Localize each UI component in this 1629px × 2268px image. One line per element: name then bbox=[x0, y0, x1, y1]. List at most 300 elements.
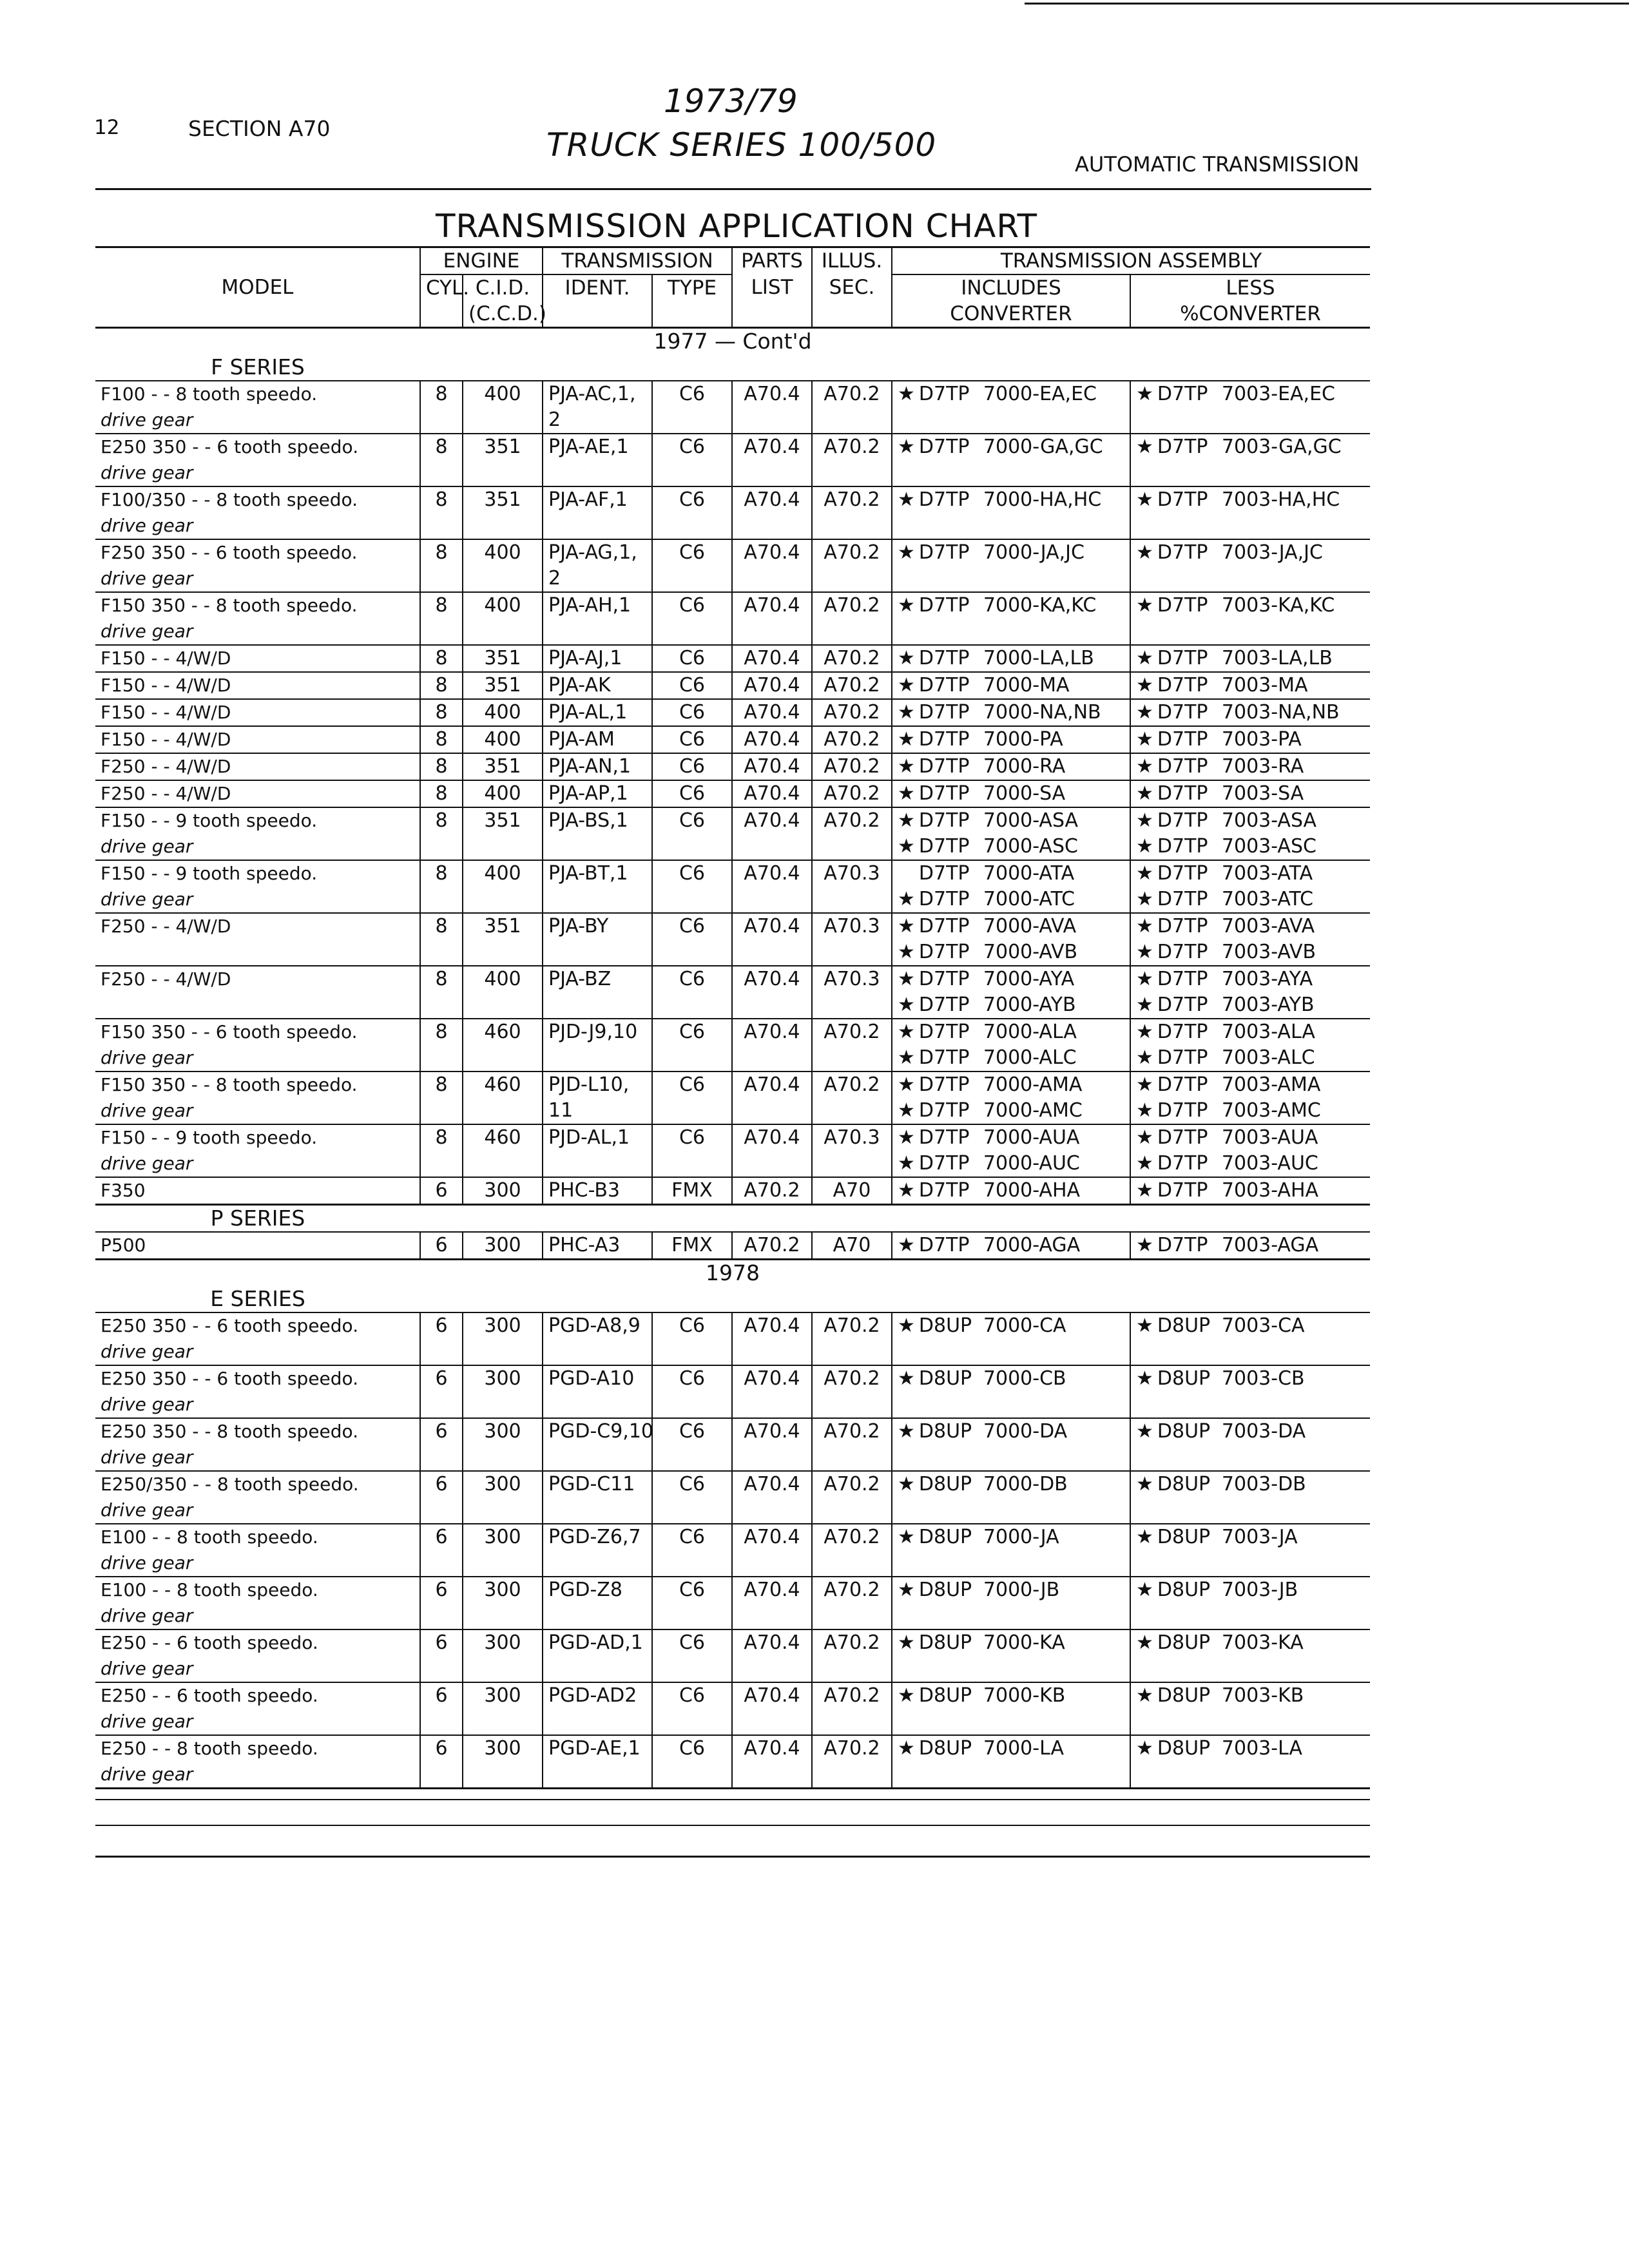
type-cell: FMX bbox=[652, 1232, 732, 1260]
part-prefix: D8UP bbox=[918, 1684, 972, 1707]
cid-cell: 400 bbox=[463, 539, 543, 592]
part-prefix: D7TP bbox=[1157, 1152, 1208, 1175]
includes-converter-cell bbox=[892, 486, 1130, 539]
part-number: 7003-ALC bbox=[1221, 1046, 1315, 1069]
part-prefix: D7TP bbox=[1157, 941, 1208, 963]
part-number: 7003-JB bbox=[1221, 1579, 1298, 1601]
star-icon: ★ bbox=[1136, 674, 1153, 697]
star-icon: ★ bbox=[1136, 1526, 1153, 1548]
assembly-part bbox=[898, 381, 1124, 407]
star-icon: ★ bbox=[1136, 1314, 1153, 1337]
illus-header: ILLUS. bbox=[812, 247, 892, 275]
illus-sec-cell: A70.2 bbox=[812, 539, 892, 592]
star-icon: ★ bbox=[898, 594, 915, 617]
type-cell: C6 bbox=[652, 672, 732, 699]
series-row bbox=[95, 354, 1370, 381]
star-icon: ★ bbox=[1136, 1126, 1153, 1149]
illus-sec-cell: A70.2 bbox=[812, 672, 892, 699]
star-icon: ★ bbox=[898, 835, 915, 858]
list-header: LIST bbox=[732, 274, 812, 301]
assembly-part bbox=[898, 914, 1124, 939]
part-number: 7000-DB bbox=[983, 1473, 1068, 1495]
ident-value: PJA-AL,1 bbox=[548, 701, 628, 724]
part-number: 7000-AUC bbox=[983, 1152, 1080, 1175]
cyl-cell: 8 bbox=[420, 672, 463, 699]
less-converter-cell bbox=[1130, 913, 1370, 966]
part-number: 7000-NA,NB bbox=[983, 701, 1101, 724]
assembly-part bbox=[898, 593, 1124, 619]
includes-converter-cell bbox=[892, 539, 1130, 592]
model-cell bbox=[95, 1124, 420, 1177]
part-prefix: D7TP bbox=[918, 755, 970, 778]
cyl-cell: 8 bbox=[420, 726, 463, 753]
star-icon: ★ bbox=[1136, 862, 1153, 885]
part-prefix: D7TP bbox=[1157, 755, 1208, 778]
illus-sec-cell: A70.2 bbox=[812, 1682, 892, 1735]
part-number: 7000-ATC bbox=[983, 888, 1075, 910]
less-converter-cell bbox=[1130, 726, 1370, 753]
star-icon: ★ bbox=[898, 1526, 915, 1548]
star-icon: ★ bbox=[898, 915, 915, 937]
part-number: 7000-RA bbox=[983, 755, 1066, 778]
ident-value: PHC-A3 bbox=[548, 1234, 621, 1256]
part-number: 7000-JA,JC bbox=[983, 541, 1084, 564]
ident-cell bbox=[543, 672, 652, 699]
ident-cell bbox=[543, 1682, 652, 1735]
assembly-part bbox=[898, 1045, 1124, 1071]
less-converter-cell bbox=[1130, 1312, 1370, 1365]
model-cell bbox=[95, 539, 420, 592]
ident-cell bbox=[543, 780, 652, 807]
model-note: drive gear bbox=[101, 568, 193, 589]
part-number: 7000-HA,HC bbox=[983, 488, 1102, 511]
ident-cell bbox=[543, 913, 652, 966]
star-icon: ★ bbox=[898, 541, 915, 564]
less-converter-cell bbox=[1130, 645, 1370, 672]
part-number: 7003-AUC bbox=[1221, 1152, 1318, 1175]
model-note: drive gear bbox=[101, 515, 193, 536]
header-spacer bbox=[95, 247, 420, 275]
assembly-part bbox=[898, 540, 1124, 566]
model-cell bbox=[95, 699, 420, 726]
parts-list-cell: A70.4 bbox=[732, 434, 812, 486]
part-number: 7000-AVA bbox=[983, 915, 1077, 937]
star-icon: ★ bbox=[1136, 1179, 1153, 1202]
star-icon: ★ bbox=[898, 968, 915, 990]
parts-list-cell: A70.4 bbox=[732, 1418, 812, 1471]
type-cell: C6 bbox=[652, 966, 732, 1019]
table-row bbox=[95, 1177, 1370, 1205]
header-spacer bbox=[812, 301, 892, 328]
star-icon: ★ bbox=[1136, 1631, 1153, 1654]
assembly-part bbox=[898, 727, 1124, 753]
ident-value: PGD-AE,1 bbox=[548, 1737, 641, 1760]
series-row bbox=[95, 1286, 1370, 1312]
ident-cell bbox=[543, 539, 652, 592]
star-icon: ★ bbox=[1136, 809, 1153, 832]
model-name: F150 - - 4/W/D bbox=[101, 675, 231, 696]
model-note: drive gear bbox=[101, 1446, 193, 1468]
part-prefix: D7TP bbox=[1157, 1073, 1208, 1096]
part-prefix: D8UP bbox=[1157, 1314, 1211, 1337]
model-cell bbox=[95, 913, 420, 966]
parts-list-cell: A70.4 bbox=[732, 1524, 812, 1577]
ident-value: PJA-AK bbox=[548, 674, 611, 697]
part-number: 7003-DA bbox=[1221, 1420, 1306, 1443]
star-icon: ★ bbox=[898, 888, 915, 910]
cid-cell: 400 bbox=[463, 726, 543, 753]
less-converter-cell bbox=[1130, 539, 1370, 592]
part-prefix: D7TP bbox=[1157, 728, 1208, 751]
assembly-part bbox=[898, 1419, 1124, 1445]
part-prefix: D8UP bbox=[918, 1579, 972, 1601]
illus-sec-cell: A70.2 bbox=[812, 1072, 892, 1124]
cyl-cell: 8 bbox=[420, 486, 463, 539]
ident-value: PGD-C11 bbox=[548, 1473, 635, 1495]
table-row bbox=[95, 1735, 1370, 1789]
model-name: F150 - - 9 tooth speedo. bbox=[101, 810, 318, 831]
ident-value: PJD-J9,10 bbox=[548, 1021, 638, 1043]
chart-title: TRANSMISSION APPLICATION CHART bbox=[436, 207, 1038, 245]
cid-cell: 300 bbox=[463, 1524, 543, 1577]
assembly-part bbox=[1136, 1683, 1365, 1709]
assembly-part bbox=[898, 1151, 1124, 1177]
model-name: F250 - - 4/W/D bbox=[101, 783, 231, 804]
part-prefix: D8UP bbox=[918, 1314, 972, 1337]
less-converter-cell bbox=[1130, 1629, 1370, 1682]
part-number: 7003-AVB bbox=[1221, 941, 1316, 963]
model-cell bbox=[95, 1629, 420, 1682]
ident-value: PJA-BY bbox=[548, 915, 609, 937]
header-spacer bbox=[543, 301, 652, 328]
ident-value: PGD-A8,9 bbox=[548, 1314, 641, 1337]
part-prefix: D7TP bbox=[918, 862, 970, 885]
part-number: 7000-AGA bbox=[983, 1234, 1081, 1256]
cid-cell: 300 bbox=[463, 1577, 543, 1629]
part-prefix: D7TP bbox=[1157, 701, 1208, 724]
part-number: 7003-ASC bbox=[1221, 835, 1316, 858]
model-name: F150 - - 4/W/D bbox=[101, 729, 231, 750]
assembly-part bbox=[898, 939, 1124, 965]
part-number: 7003-DB bbox=[1221, 1473, 1306, 1495]
star-icon: ★ bbox=[1136, 701, 1153, 724]
table-row bbox=[95, 780, 1370, 807]
parts-list-cell: A70.4 bbox=[732, 913, 812, 966]
cyl-header: CYL. bbox=[420, 274, 463, 301]
ident-cell bbox=[543, 1577, 652, 1629]
model-cell bbox=[95, 966, 420, 1019]
cid-cell: 400 bbox=[463, 966, 543, 1019]
star-icon: ★ bbox=[1136, 782, 1153, 805]
ident-value: PJA-AC,1, bbox=[548, 383, 636, 405]
part-prefix: D7TP bbox=[1157, 594, 1208, 617]
part-prefix: D8UP bbox=[918, 1737, 972, 1760]
part-number: 7003-AVA bbox=[1221, 915, 1315, 937]
assembly-part bbox=[898, 1577, 1124, 1603]
table-row bbox=[95, 860, 1370, 913]
model-name: E250/350 - - 8 tooth speedo. bbox=[101, 1474, 359, 1495]
type-cell: C6 bbox=[652, 1124, 732, 1177]
series-label: F SERIES bbox=[211, 354, 305, 380]
part-number: 7000-AVB bbox=[983, 941, 1078, 963]
model-cell bbox=[95, 1177, 420, 1205]
type-cell: C6 bbox=[652, 592, 732, 645]
includes-converter-cell bbox=[892, 645, 1130, 672]
model-name: E100 - - 8 tooth speedo. bbox=[101, 1526, 318, 1548]
star-icon: ★ bbox=[898, 728, 915, 751]
table-row bbox=[95, 966, 1370, 1019]
model-name: E250 350 - - 8 tooth speedo. bbox=[101, 1421, 359, 1442]
star-icon: ★ bbox=[1136, 755, 1153, 778]
includes-converter-cell bbox=[892, 780, 1130, 807]
model-name: F150 350 - - 8 tooth speedo. bbox=[101, 1074, 358, 1095]
ident-value: PJD-AL,1 bbox=[548, 1126, 630, 1149]
ident-value: PGD-AD,1 bbox=[548, 1631, 643, 1654]
cid-cell: 300 bbox=[463, 1629, 543, 1682]
table-row bbox=[95, 1524, 1370, 1577]
star-icon: ★ bbox=[1136, 436, 1153, 458]
model-note: drive gear bbox=[101, 1153, 193, 1174]
model-name: E250 350 - - 6 tooth speedo. bbox=[101, 1315, 359, 1336]
part-number: 7003-ASA bbox=[1221, 809, 1317, 832]
ident-cell bbox=[543, 645, 652, 672]
part-number: 7000-ASC bbox=[983, 835, 1078, 858]
assembly-part bbox=[898, 1178, 1124, 1204]
ident-cell bbox=[543, 1524, 652, 1577]
assembly-part bbox=[1136, 540, 1365, 566]
part-number: 7000-LA,LB bbox=[983, 647, 1094, 669]
type-cell: C6 bbox=[652, 1629, 732, 1682]
footer-rule-2 bbox=[95, 1825, 1370, 1826]
ident-cell bbox=[543, 699, 652, 726]
less-converter-cell bbox=[1130, 860, 1370, 913]
cid-cell: 400 bbox=[463, 860, 543, 913]
model-cell bbox=[95, 807, 420, 860]
table-row bbox=[95, 913, 1370, 966]
cid-cell: 351 bbox=[463, 753, 543, 780]
star-icon: ★ bbox=[898, 1367, 915, 1390]
type-cell: C6 bbox=[652, 1418, 732, 1471]
cid-cell: 300 bbox=[463, 1177, 543, 1205]
part-prefix: D8UP bbox=[1157, 1684, 1211, 1707]
type-cell: C6 bbox=[652, 1524, 732, 1577]
illus-sec-cell: A70.2 bbox=[812, 699, 892, 726]
part-number: 7000-ALC bbox=[983, 1046, 1077, 1069]
assembly-part bbox=[898, 992, 1124, 1018]
assembly-part bbox=[898, 1125, 1124, 1151]
footer-rule-3 bbox=[95, 1856, 1370, 1858]
type-cell: C6 bbox=[652, 1019, 732, 1072]
cyl-cell: 8 bbox=[420, 539, 463, 592]
part-prefix: D7TP bbox=[1157, 1046, 1208, 1069]
table-row bbox=[95, 381, 1370, 434]
model-note: drive gear bbox=[101, 1499, 193, 1521]
footer-rule-1 bbox=[95, 1799, 1370, 1800]
part-prefix: D7TP bbox=[1157, 383, 1208, 405]
year-row bbox=[95, 328, 1370, 355]
assembly-part bbox=[898, 1098, 1124, 1124]
model-cell bbox=[95, 780, 420, 807]
cyl-cell: 8 bbox=[420, 592, 463, 645]
assembly-part bbox=[1136, 1630, 1365, 1656]
assembly-part bbox=[1136, 992, 1365, 1018]
part-number: 7003-AGA bbox=[1221, 1234, 1319, 1256]
illus-sec-cell: A70.2 bbox=[812, 1471, 892, 1524]
part-prefix: D7TP bbox=[1157, 862, 1208, 885]
model-note: drive gear bbox=[101, 1605, 193, 1626]
model-note: drive gear bbox=[101, 1711, 193, 1732]
parts-list-cell: A70.4 bbox=[732, 1124, 812, 1177]
ident-value: PGD-Z6,7 bbox=[548, 1526, 641, 1548]
star-icon: ★ bbox=[1136, 1021, 1153, 1043]
part-number: 7000-JA bbox=[983, 1526, 1059, 1548]
includes-converter-cell bbox=[892, 1232, 1130, 1260]
part-prefix: D8UP bbox=[1157, 1631, 1211, 1654]
ident-cell bbox=[543, 434, 652, 486]
part-number: 7000-GA,GC bbox=[983, 436, 1103, 458]
less-converter-cell bbox=[1130, 1577, 1370, 1629]
cyl-cell: 8 bbox=[420, 966, 463, 1019]
part-number: 7003-ATA bbox=[1221, 862, 1313, 885]
ident-value: PGD-A10 bbox=[548, 1367, 635, 1390]
less-converter-cell bbox=[1130, 434, 1370, 486]
part-prefix: D7TP bbox=[918, 541, 970, 564]
year-label: 1978 bbox=[95, 1260, 1370, 1287]
assembly-part bbox=[1136, 487, 1365, 513]
star-icon: ★ bbox=[1136, 1073, 1153, 1096]
part-prefix: D7TP bbox=[918, 968, 970, 990]
type-cell: C6 bbox=[652, 539, 732, 592]
model-cell bbox=[95, 381, 420, 434]
model-note: drive gear bbox=[101, 836, 193, 857]
assembly-part bbox=[898, 861, 1124, 887]
illus-sec-cell: A70.2 bbox=[812, 780, 892, 807]
cid-header: C.I.D. bbox=[463, 274, 543, 301]
part-number: 7003-SA bbox=[1221, 782, 1304, 805]
ident-value: PJA-AF,1 bbox=[548, 488, 628, 511]
includes-converter-cell bbox=[892, 1124, 1130, 1177]
ident-value: PGD-Z8 bbox=[548, 1579, 622, 1601]
part-number: 7000-MA bbox=[983, 674, 1070, 697]
parts-list-cell: A70.4 bbox=[732, 1072, 812, 1124]
assembly-part bbox=[1136, 966, 1365, 992]
part-number: 7000-KA,KC bbox=[983, 594, 1097, 617]
parts-list-cell: A70.4 bbox=[732, 780, 812, 807]
part-number: 7003-AMC bbox=[1221, 1099, 1321, 1122]
type-cell: C6 bbox=[652, 645, 732, 672]
star-icon: ★ bbox=[898, 1420, 915, 1443]
cid-cell: 300 bbox=[463, 1232, 543, 1260]
model-cell bbox=[95, 1365, 420, 1418]
table-row bbox=[95, 539, 1370, 592]
assembly-part bbox=[898, 1233, 1124, 1258]
part-number: 7003-ATC bbox=[1221, 888, 1314, 910]
assembly-part bbox=[898, 1472, 1124, 1497]
ident-cell bbox=[543, 592, 652, 645]
cyl-cell: 6 bbox=[420, 1735, 463, 1789]
model-name: F250 - - 4/W/D bbox=[101, 756, 231, 777]
part-number: 7003-LA bbox=[1221, 1737, 1303, 1760]
model-name: E250 350 - - 6 tooth speedo. bbox=[101, 436, 359, 457]
model-cell bbox=[95, 1471, 420, 1524]
parts-list-cell: A70.4 bbox=[732, 1471, 812, 1524]
ccd-header: (C.C.D.) bbox=[463, 301, 543, 328]
model-name: F150 - - 4/W/D bbox=[101, 648, 231, 669]
assembly-part bbox=[1136, 1151, 1365, 1177]
model-note: drive gear bbox=[101, 1763, 193, 1785]
star-icon: ★ bbox=[1136, 1046, 1153, 1069]
part-number: 7003-JA bbox=[1221, 1526, 1298, 1548]
ident-cell bbox=[543, 1312, 652, 1365]
parts-list-cell: A70.4 bbox=[732, 486, 812, 539]
part-number: 7003-AYB bbox=[1221, 994, 1315, 1016]
star-icon: ★ bbox=[1136, 594, 1153, 617]
header-spacer bbox=[420, 301, 463, 328]
model-name: F150 - - 4/W/D bbox=[101, 702, 231, 723]
type-cell: C6 bbox=[652, 1577, 732, 1629]
assembly-part bbox=[1136, 754, 1365, 780]
includes-converter-cell bbox=[892, 1072, 1130, 1124]
part-number: 7003-CA bbox=[1221, 1314, 1305, 1337]
model-name: F150 350 - - 6 tooth speedo. bbox=[101, 1021, 358, 1043]
illus-sec-cell: A70.2 bbox=[812, 726, 892, 753]
less-converter-cell bbox=[1130, 1418, 1370, 1471]
model-name: F150 - - 9 tooth speedo. bbox=[101, 1127, 318, 1148]
part-number: 7000-KA bbox=[983, 1631, 1065, 1654]
star-icon: ★ bbox=[898, 647, 915, 669]
top-corner-rule bbox=[1025, 3, 1629, 5]
includes-converter-cell bbox=[892, 1524, 1130, 1577]
parts-list-cell: A70.4 bbox=[732, 807, 812, 860]
part-prefix: D7TP bbox=[1157, 1179, 1208, 1202]
assembly-part bbox=[898, 754, 1124, 780]
table-row bbox=[95, 1365, 1370, 1418]
model-name: F100/350 - - 8 tooth speedo. bbox=[101, 489, 358, 510]
less-converter-cell bbox=[1130, 1365, 1370, 1418]
illus-sec-cell: A70.2 bbox=[812, 1019, 892, 1072]
ident-value: PJA-AJ,1 bbox=[548, 647, 622, 669]
table-row bbox=[95, 1019, 1370, 1072]
part-number: 7003-KB bbox=[1221, 1684, 1304, 1707]
assembly-part bbox=[1136, 1366, 1365, 1392]
type-cell: C6 bbox=[652, 1365, 732, 1418]
assembly-part bbox=[1136, 381, 1365, 407]
less-converter-cell bbox=[1130, 592, 1370, 645]
cyl-cell: 6 bbox=[420, 1177, 463, 1205]
model-note: drive gear bbox=[101, 1341, 193, 1362]
part-number: 7003-CB bbox=[1221, 1367, 1305, 1390]
header-rule bbox=[95, 188, 1371, 190]
includes-converter-cell bbox=[892, 699, 1130, 726]
star-icon: ★ bbox=[898, 1152, 915, 1175]
cyl-cell: 8 bbox=[420, 1019, 463, 1072]
part-prefix: D7TP bbox=[918, 888, 970, 910]
star-icon: ★ bbox=[1136, 994, 1153, 1016]
cyl-cell: 6 bbox=[420, 1232, 463, 1260]
illus-sec-cell: A70.2 bbox=[812, 381, 892, 434]
star-icon: ★ bbox=[1136, 1737, 1153, 1760]
less-converter-cell bbox=[1130, 1471, 1370, 1524]
illus-sec-cell: A70.2 bbox=[812, 645, 892, 672]
assembly-part bbox=[898, 781, 1124, 807]
assembly-part bbox=[1136, 1472, 1365, 1497]
section-label: SECTION A70 bbox=[188, 116, 331, 141]
type-cell: C6 bbox=[652, 1735, 732, 1789]
includes-converter-cell bbox=[892, 381, 1130, 434]
includes-converter-cell bbox=[892, 1577, 1130, 1629]
star-icon: ★ bbox=[898, 809, 915, 832]
cid-cell: 351 bbox=[463, 486, 543, 539]
